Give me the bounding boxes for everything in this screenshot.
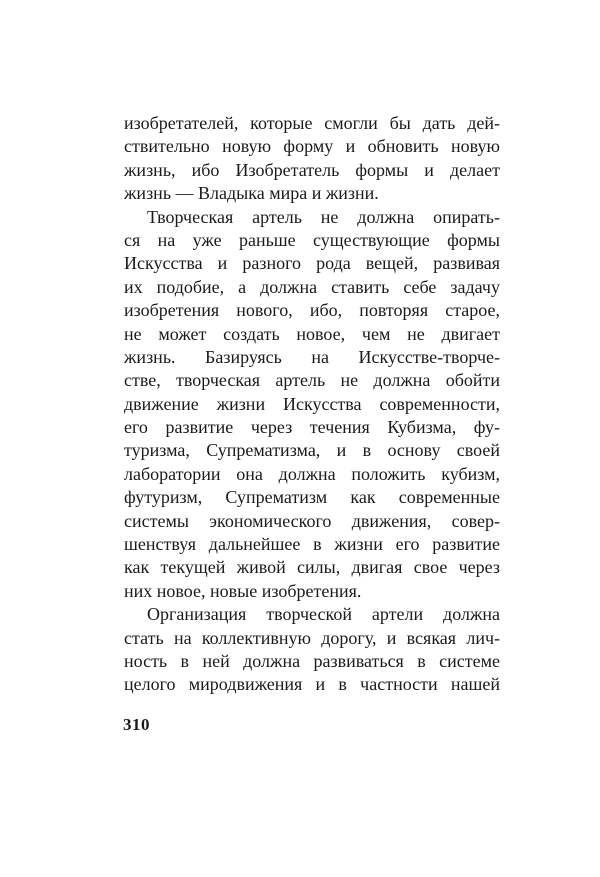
text-line: движение жизни Искусства современности, [124, 393, 500, 414]
body-text [124, 112, 500, 697]
text-line: как текущей живой силы, двигая свое через [124, 557, 500, 578]
text-line: изобретения нового, ибо, повторяя старое, [124, 300, 500, 321]
text-line: системы экономического движения, совер- [124, 510, 500, 531]
text-line: изобретателей, которые смогли бы дать дей- [124, 113, 500, 133]
text-line: них новое, новые изобретения. [124, 580, 362, 601]
text-line: Организация творческой артели должна [147, 604, 500, 625]
text-line: стве, творческая артель не должна обойти [124, 370, 500, 391]
page-number: 310 [123, 715, 150, 734]
text-line: жизнь — Владыка мира и жизни. [124, 183, 379, 204]
text-line: целого миродвижения и в частности нашей [124, 674, 500, 695]
text-line: ность в ней должна развиваться в системе [124, 650, 500, 671]
text-line: Творческая артель не должна опирать- [147, 206, 500, 227]
text-line: футуризм, Супрематизм как современные [124, 487, 500, 508]
text-line: ствительно новую форму и обновить новую [124, 136, 500, 157]
text-line: лаборатории она должна положить кубизм, [124, 463, 500, 484]
text-line: их подобие, а должна ставить себе задачу [124, 276, 500, 297]
text-line: туризма, Супрематизма, и в основу своей [124, 440, 500, 461]
text-line: жизнь, ибо Изобретатель формы и делает [124, 159, 500, 180]
text-line: его развитие через течения Кубизма, фу- [124, 417, 500, 438]
text-line: Искусства и разного рода вещей, развивая [124, 253, 500, 274]
text-line: не может создать новое, чем не двигает [124, 323, 500, 344]
text-line: жизнь. Базируясь на Искусстве-творче- [124, 346, 500, 367]
text-line: ся на уже раньше существующие формы [124, 229, 500, 250]
text-line: стать на коллективную дорогу, и всякая лич- [124, 627, 500, 648]
text-line: шенствуя дальнейшее в жизни его развитие [124, 534, 500, 555]
